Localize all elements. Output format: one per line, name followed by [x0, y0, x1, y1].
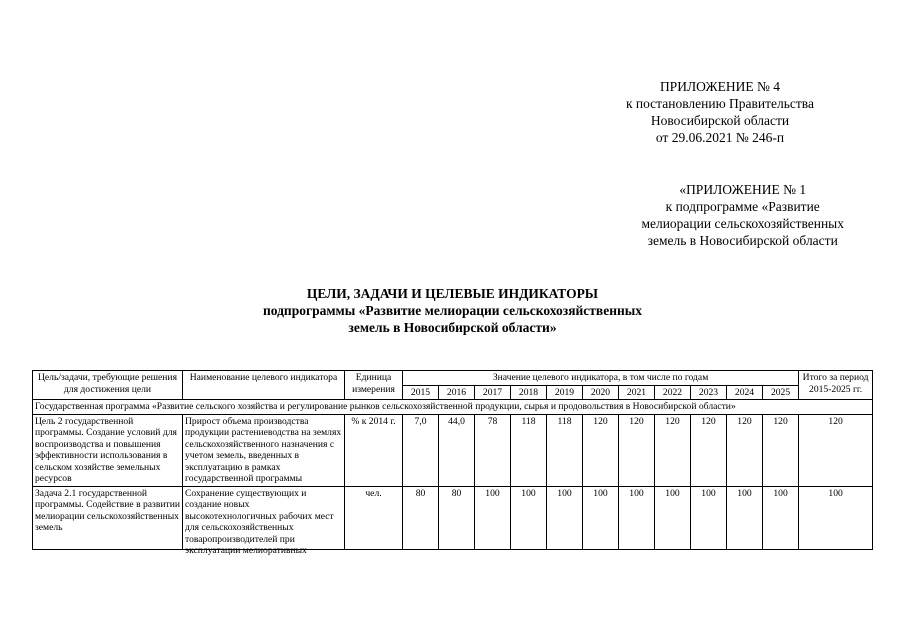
value-cell: 100 [655, 486, 691, 549]
value-cell: 118 [547, 414, 583, 486]
value-cell: 100 [727, 486, 763, 549]
value-cell: 100 [547, 486, 583, 549]
title-line-2: подпрограммы «Развитие мелиорации сельскохозяйственных [262, 303, 643, 318]
appendix-line: от 29.06.2021 № 246-п [655, 130, 785, 145]
value-cell: 100 [691, 486, 727, 549]
indicators-table [32, 370, 873, 556]
value-cell: 120 [763, 414, 799, 486]
title-line-1: ЦЕЛИ, ЗАДАЧИ И ЦЕЛЕВЫЕ ИНДИКАТОРЫ [306, 286, 599, 301]
header-values-group: Значение целевого индикатора, в том числе по годам [403, 371, 799, 386]
appendix-line: к постановлению Правительства [625, 96, 814, 111]
unit-cell: % к 2014 г. [345, 414, 403, 486]
total-cell: 100 [799, 486, 873, 549]
header-year: 2016 [439, 385, 475, 400]
program-title-cell: Государственная программа «Развитие сельского хозяйства и регулирование рынков сельскохозяйственной продукции, сырья и продовольствия в Новосибирской области» [33, 400, 873, 415]
table-header-row [33, 371, 873, 386]
value-cell: 7,0 [403, 414, 439, 486]
header-year: 2018 [511, 385, 547, 400]
header-year: 2022 [655, 385, 691, 400]
header-year: 2023 [691, 385, 727, 400]
indicator-cell: Прирост объема производства продукции растениеводства на землях сельскохозяйственного назначения с учетом земель, введенных в эксплуатацию в рамках государственной программы [183, 414, 345, 486]
program-row [33, 400, 873, 415]
indicator-cell [183, 486, 345, 556]
appendix2-line: мелиорации сельскохозяйственных [641, 216, 844, 231]
value-cell: 120 [583, 414, 619, 486]
value-cell: 44,0 [439, 414, 475, 486]
appendix2-line: земель в Новосибирской области [647, 233, 838, 248]
header-year: 2021 [619, 385, 655, 400]
header-year: 2015 [403, 385, 439, 400]
header-year: 2024 [727, 385, 763, 400]
goal-cell: Задача 2.1 государственной программы. Содействие в развитии мелиорации сельскохозяйственных земель [33, 486, 183, 549]
appendix-line: ПРИЛОЖЕНИЕ № 4 [659, 79, 780, 94]
appendix-line: Новосибирской области [650, 113, 790, 128]
value-cell: 100 [511, 486, 547, 549]
title-line-3: земель в Новосибирской области» [348, 320, 557, 335]
value-cell: 120 [655, 414, 691, 486]
header-year: 2017 [475, 385, 511, 400]
value-cell: 100 [583, 486, 619, 549]
table-row [33, 414, 873, 486]
appendix2-line: к подпрограмме «Развитие [665, 199, 820, 214]
header-total: Итого за период 2015-2025 гг. [799, 371, 873, 400]
table-row [33, 486, 873, 549]
value-cell: 80 [439, 486, 475, 549]
value-cell: 78 [475, 414, 511, 486]
value-cell: 118 [511, 414, 547, 486]
header-year: 2020 [583, 385, 619, 400]
total-cell: 120 [799, 414, 873, 486]
header-goal: Цель/задачи, требующие решения для достижения цели [33, 371, 183, 400]
header-year: 2019 [547, 385, 583, 400]
goal-cell: Цель 2 государственной программы. Создание условий для воспроизводства и повышения эффективности использования в сельском хозяйстве земельных ресурсов [33, 414, 183, 486]
value-cell: 100 [619, 486, 655, 549]
value-cell: 120 [619, 414, 655, 486]
document-title [0, 285, 905, 336]
indicator-text: Сохранение существующих и создание новых высокотехнологичных рабочих мест для сельскохозяйственных товаропроизводителей при эксплуатации мелиоративных [185, 487, 334, 556]
value-cell: 100 [475, 486, 511, 549]
header-year: 2025 [763, 385, 799, 400]
appendix-block [626, 78, 814, 146]
appendix-block-2 [641, 181, 844, 249]
value-cell: 100 [763, 486, 799, 549]
header-indicator: Наименование целевого индикатора [183, 371, 345, 400]
value-cell: 120 [691, 414, 727, 486]
value-cell: 80 [403, 486, 439, 549]
appendix2-line: «ПРИЛОЖЕНИЕ № 1 [679, 182, 807, 197]
header-unit: Единица измерения [345, 371, 403, 400]
unit-cell: чел. [345, 486, 403, 549]
value-cell: 120 [727, 414, 763, 486]
